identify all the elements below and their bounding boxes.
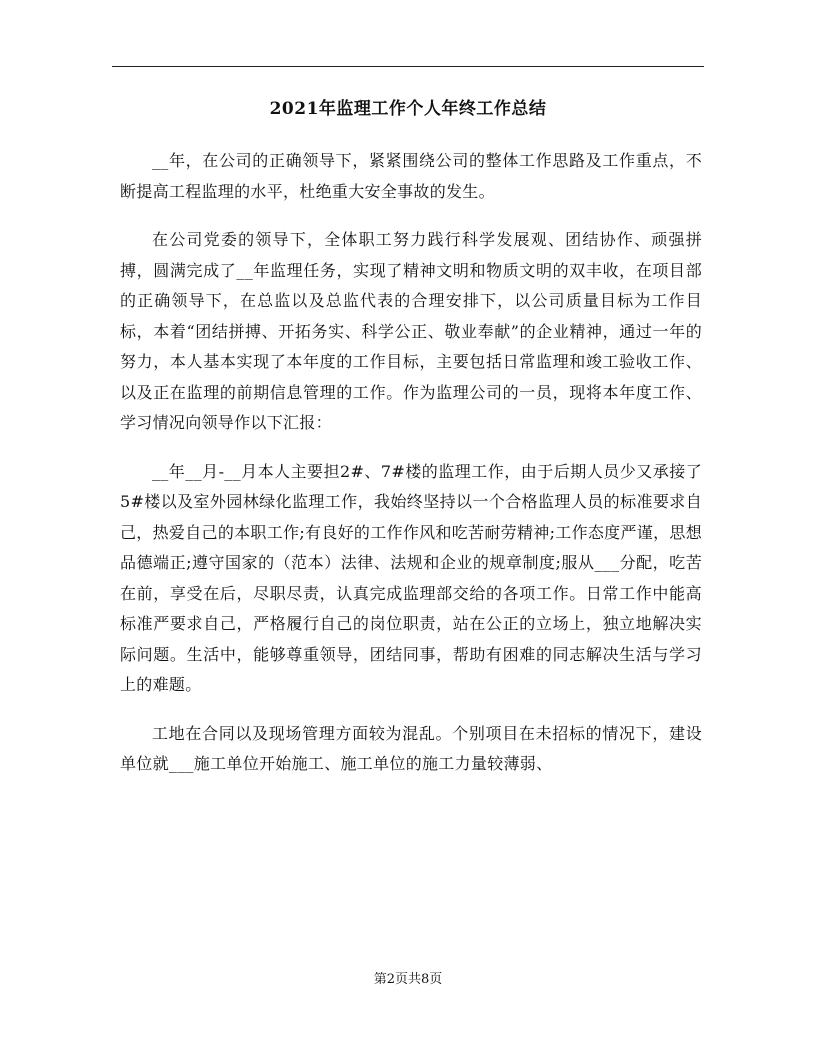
page-number: 第2页共8页 xyxy=(373,972,443,987)
document-body xyxy=(120,146,702,780)
paragraph-2: 在公司党委的领导下，全体职工努力践行科学发展观、团结协作、顽强拼搏，圆满完成了__年监理任务，实现了精神文明和物质文明的双丰收，在项目部的正确领导下，在总监以及总监代表的合理安排下，以公司质量目标为工作目标，本着“团结拼搏、开拓务实、科学公正、敬业奉献”的企业精神，通过一年的努力，本人基本实现了本年度的工作目标，主要包括日常监理和竣工验收工作、以及正在监理的前期信息管理的工作。作为监理公司的一员，现将本年度工作、学习情况向领导作以下汇报： xyxy=(120,230,702,432)
header-rule xyxy=(112,66,704,67)
paragraph-3: __年__月-__月本人主要担2#、7#楼的监理工作，由于后期人员少又承接了5#楼以及室外园林绿化监理工作，我始终坚持以一个合格监理人员的标准要求自己，热爱自己的本职工作;有良好的工作作风和吃苦耐劳精神;工作态度严谨，思想品德端正;遵守国家的（范本）法律、法规和企业的规章制度;服从___分配，吃苦在前，享受在后，尽职尽责，认真完成监理部交给的各项工作。日常工作中能高标准严要求自己，严格履行自己的岗位职责，站在公正的立场上，独立地解决实际问题。生活中，能够尊重领导，团结同事，帮助有困难的同志解决生活与学习上的难题。 xyxy=(120,461,702,694)
document-title: 2021年监理工作个人年终工作总结 xyxy=(269,99,547,119)
paragraph-1: __年，在公司的正确领导下，紧紧围绕公司的整体工作思路及工作重点，不断提高工程监理的水平，杜绝重大安全事故的发生。 xyxy=(120,151,702,201)
paragraph-4: 工地在合同以及现场管理方面较为混乱。个别项目在未招标的情况下，建设单位就___施工单位开始施工、施工单位的施工力量较薄弱、 xyxy=(120,723,702,773)
